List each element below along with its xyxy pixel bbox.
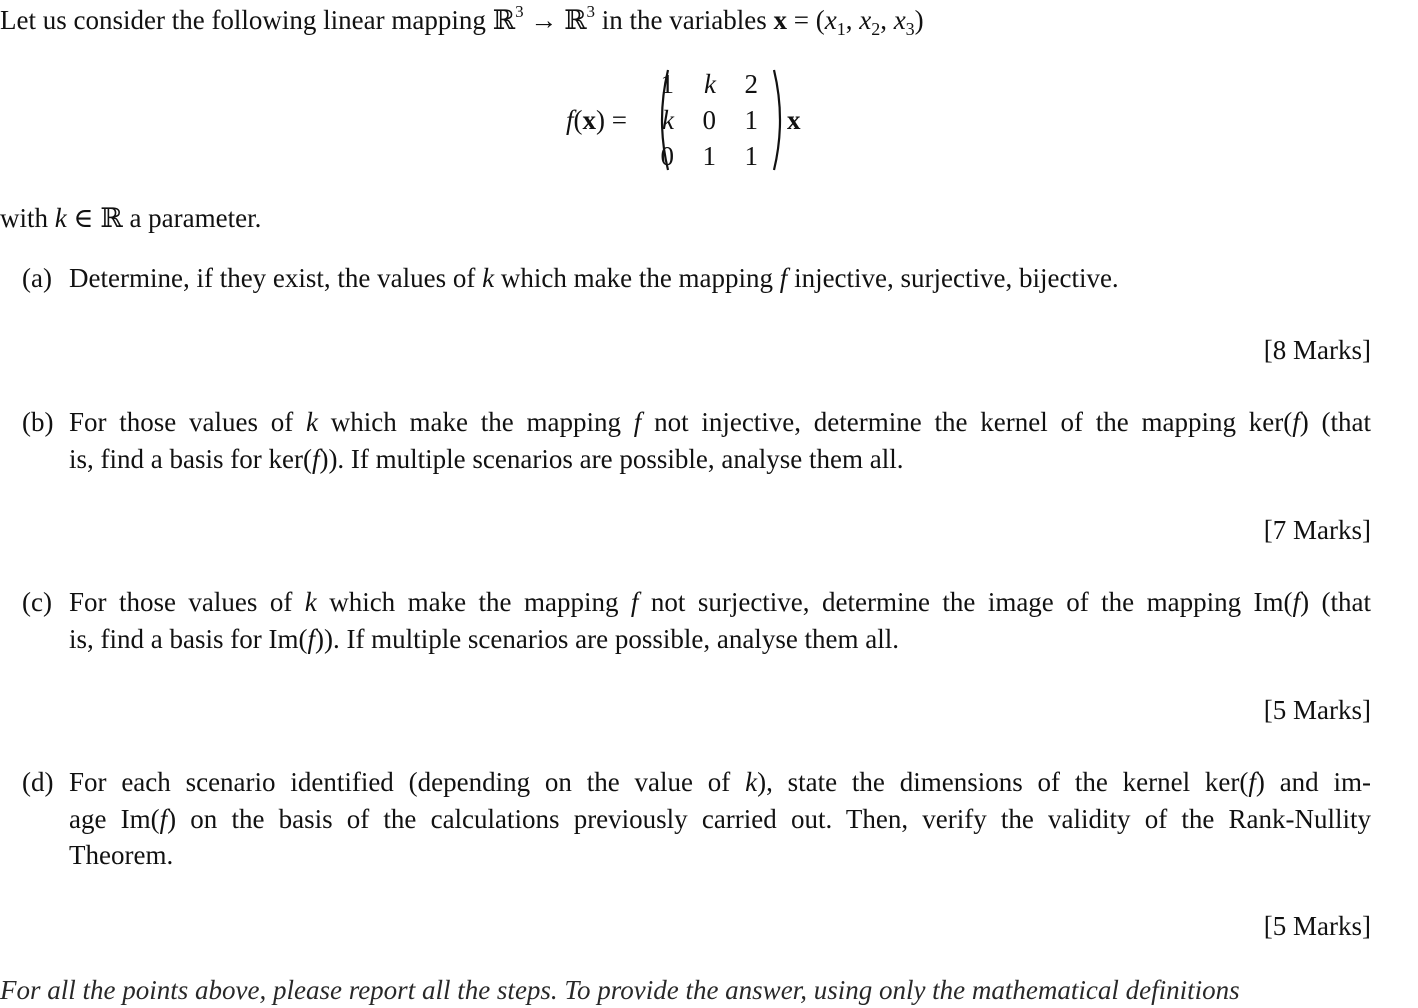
qc-l2-f: f bbox=[307, 623, 315, 654]
question-b-label: (b) bbox=[22, 407, 54, 437]
with-set: ℝ bbox=[100, 203, 123, 233]
with-before: with bbox=[0, 203, 55, 233]
cutoff-instructions-line: For all the points above, please report all the steps. To provide the answer, using only the mathematical definitions bbox=[0, 975, 1240, 1005]
x2-var: x bbox=[859, 5, 872, 35]
qd-line-1 bbox=[69, 764, 1371, 801]
qd-l2-f: f bbox=[159, 803, 168, 834]
eq-open: ( bbox=[573, 105, 583, 135]
x3-sub: 3 bbox=[905, 19, 915, 39]
close-paren: ) bbox=[914, 5, 924, 35]
qd-l2-a: age Im( bbox=[69, 803, 160, 834]
qc-l1-b: which make the mapping bbox=[316, 587, 631, 617]
question-d-text bbox=[69, 764, 1371, 874]
qc-l1-d: ) (that bbox=[1300, 587, 1371, 617]
equation-rhs-x: x bbox=[787, 105, 801, 135]
parameter-line bbox=[0, 200, 261, 236]
with-in: ∈ bbox=[66, 203, 101, 233]
matrix-cell-2-1: k bbox=[662, 105, 674, 135]
qd-k: k bbox=[745, 767, 758, 797]
equals-open: = ( bbox=[787, 5, 825, 35]
matrix-cell-2-3: 1 bbox=[744, 105, 758, 135]
domain-set: ℝ bbox=[492, 5, 516, 35]
qc-f: f bbox=[630, 587, 639, 617]
qb-l2-a: is, find a basis for ker( bbox=[69, 443, 312, 474]
intro-text-middle: in the variables bbox=[595, 5, 774, 35]
question-a-label: (a) bbox=[22, 263, 52, 293]
qb-f: f bbox=[633, 407, 642, 437]
qd-l1-b: ), state the dimensions of the kernel ker( bbox=[757, 767, 1249, 797]
mapping-arrow: → bbox=[523, 5, 565, 35]
qb-l2-b: )). If multiple scenarios are possible, analyse them all. bbox=[319, 443, 904, 474]
with-after: a parameter. bbox=[122, 203, 262, 233]
matrix-cell-1-1: 1 bbox=[660, 69, 674, 99]
intro-text-before: Let us consider the following linear mapping bbox=[0, 5, 493, 35]
qb-f2: f bbox=[1292, 407, 1300, 437]
qb-l1-b: which make the mapping bbox=[318, 407, 634, 437]
qd-l1-c: ) and im- bbox=[1255, 767, 1371, 797]
qb-l2-f: f bbox=[311, 443, 320, 474]
question-d-label: (d) bbox=[22, 767, 54, 797]
question-a-text bbox=[69, 260, 1371, 297]
qd-line-3: Theorem. bbox=[69, 840, 174, 870]
qd-f: f bbox=[1248, 767, 1256, 797]
x1-var: x bbox=[824, 5, 837, 35]
question-b-marks: [7 Marks] bbox=[1263, 515, 1371, 545]
codomain-exponent: 3 bbox=[586, 2, 596, 21]
matrix-cell-3-3: 1 bbox=[744, 141, 758, 171]
matrix-cell-3-1: 0 bbox=[660, 141, 674, 171]
qb-line-1 bbox=[69, 404, 1371, 441]
qb-line-2 bbox=[69, 441, 1371, 478]
qc-k: k bbox=[304, 587, 317, 617]
question-c-text bbox=[69, 584, 1371, 657]
qa-l1-b: which make the mapping bbox=[494, 263, 780, 293]
qa-f: f bbox=[779, 263, 788, 293]
qa-l1-c: injective, surjective, bijective. bbox=[787, 263, 1119, 293]
question-b-text bbox=[69, 404, 1371, 477]
coefficient-matrix bbox=[654, 66, 806, 174]
eq-f: f bbox=[566, 105, 574, 135]
domain-exponent: 3 bbox=[515, 2, 524, 21]
qc-f2: f bbox=[1292, 587, 1301, 617]
qc-line-2 bbox=[69, 621, 1371, 658]
qa-k: k bbox=[482, 263, 495, 293]
qb-l1-c: not injective, determine the kernel of the mapping ker( bbox=[641, 407, 1293, 437]
qb-l1-d: ) (that bbox=[1299, 407, 1371, 437]
x1-sub: 1 bbox=[836, 19, 846, 39]
qc-line-1 bbox=[69, 584, 1371, 621]
equation-lhs bbox=[566, 102, 627, 138]
comma-1: , bbox=[845, 5, 860, 35]
qc-l2-b: )). If multiple scenarios are possible, analyse them all. bbox=[314, 623, 900, 654]
question-c-label: (c) bbox=[22, 587, 52, 617]
matrix-cell-1-3: 2 bbox=[744, 69, 758, 99]
question-d-marks: [5 Marks] bbox=[1263, 911, 1371, 941]
x2-sub: 2 bbox=[871, 19, 881, 39]
qc-l1-a: For those values of bbox=[69, 587, 305, 617]
qc-l2-a: is, find a basis for Im( bbox=[69, 623, 308, 654]
matrix-cell-1-2: k bbox=[704, 69, 716, 99]
intro-line bbox=[0, 2, 924, 38]
matrix-cell-2-2: 0 bbox=[702, 105, 716, 135]
question-a-marks: [8 Marks] bbox=[1263, 335, 1371, 365]
eq-x: x bbox=[582, 105, 597, 135]
qd-l1-a: For each scenario identified (depending on the value of bbox=[69, 767, 746, 797]
right-paren bbox=[774, 70, 780, 170]
qc-l1-c: not surjective, determine the image of the mapping Im( bbox=[638, 587, 1293, 617]
x3-var: x bbox=[893, 5, 906, 35]
question-c-marks: [5 Marks] bbox=[1263, 695, 1371, 725]
vector-x: x bbox=[773, 5, 787, 35]
with-k: k bbox=[54, 203, 67, 233]
qb-l1-a: For those values of bbox=[69, 407, 307, 437]
matrix-cell-3-2: 1 bbox=[702, 141, 716, 171]
qd-l2-b: ) on the basis of the calculations previously carried out. Then, verify the validity of the Rank-Nullity bbox=[167, 803, 1371, 834]
qb-k: k bbox=[306, 407, 319, 437]
eq-close-equals: ) = bbox=[596, 105, 627, 135]
qa-l1-a: Determine, if they exist, the values of bbox=[69, 263, 483, 293]
comma-2: , bbox=[880, 5, 894, 35]
qd-line-2 bbox=[69, 801, 1371, 838]
codomain-set: ℝ bbox=[564, 5, 587, 35]
